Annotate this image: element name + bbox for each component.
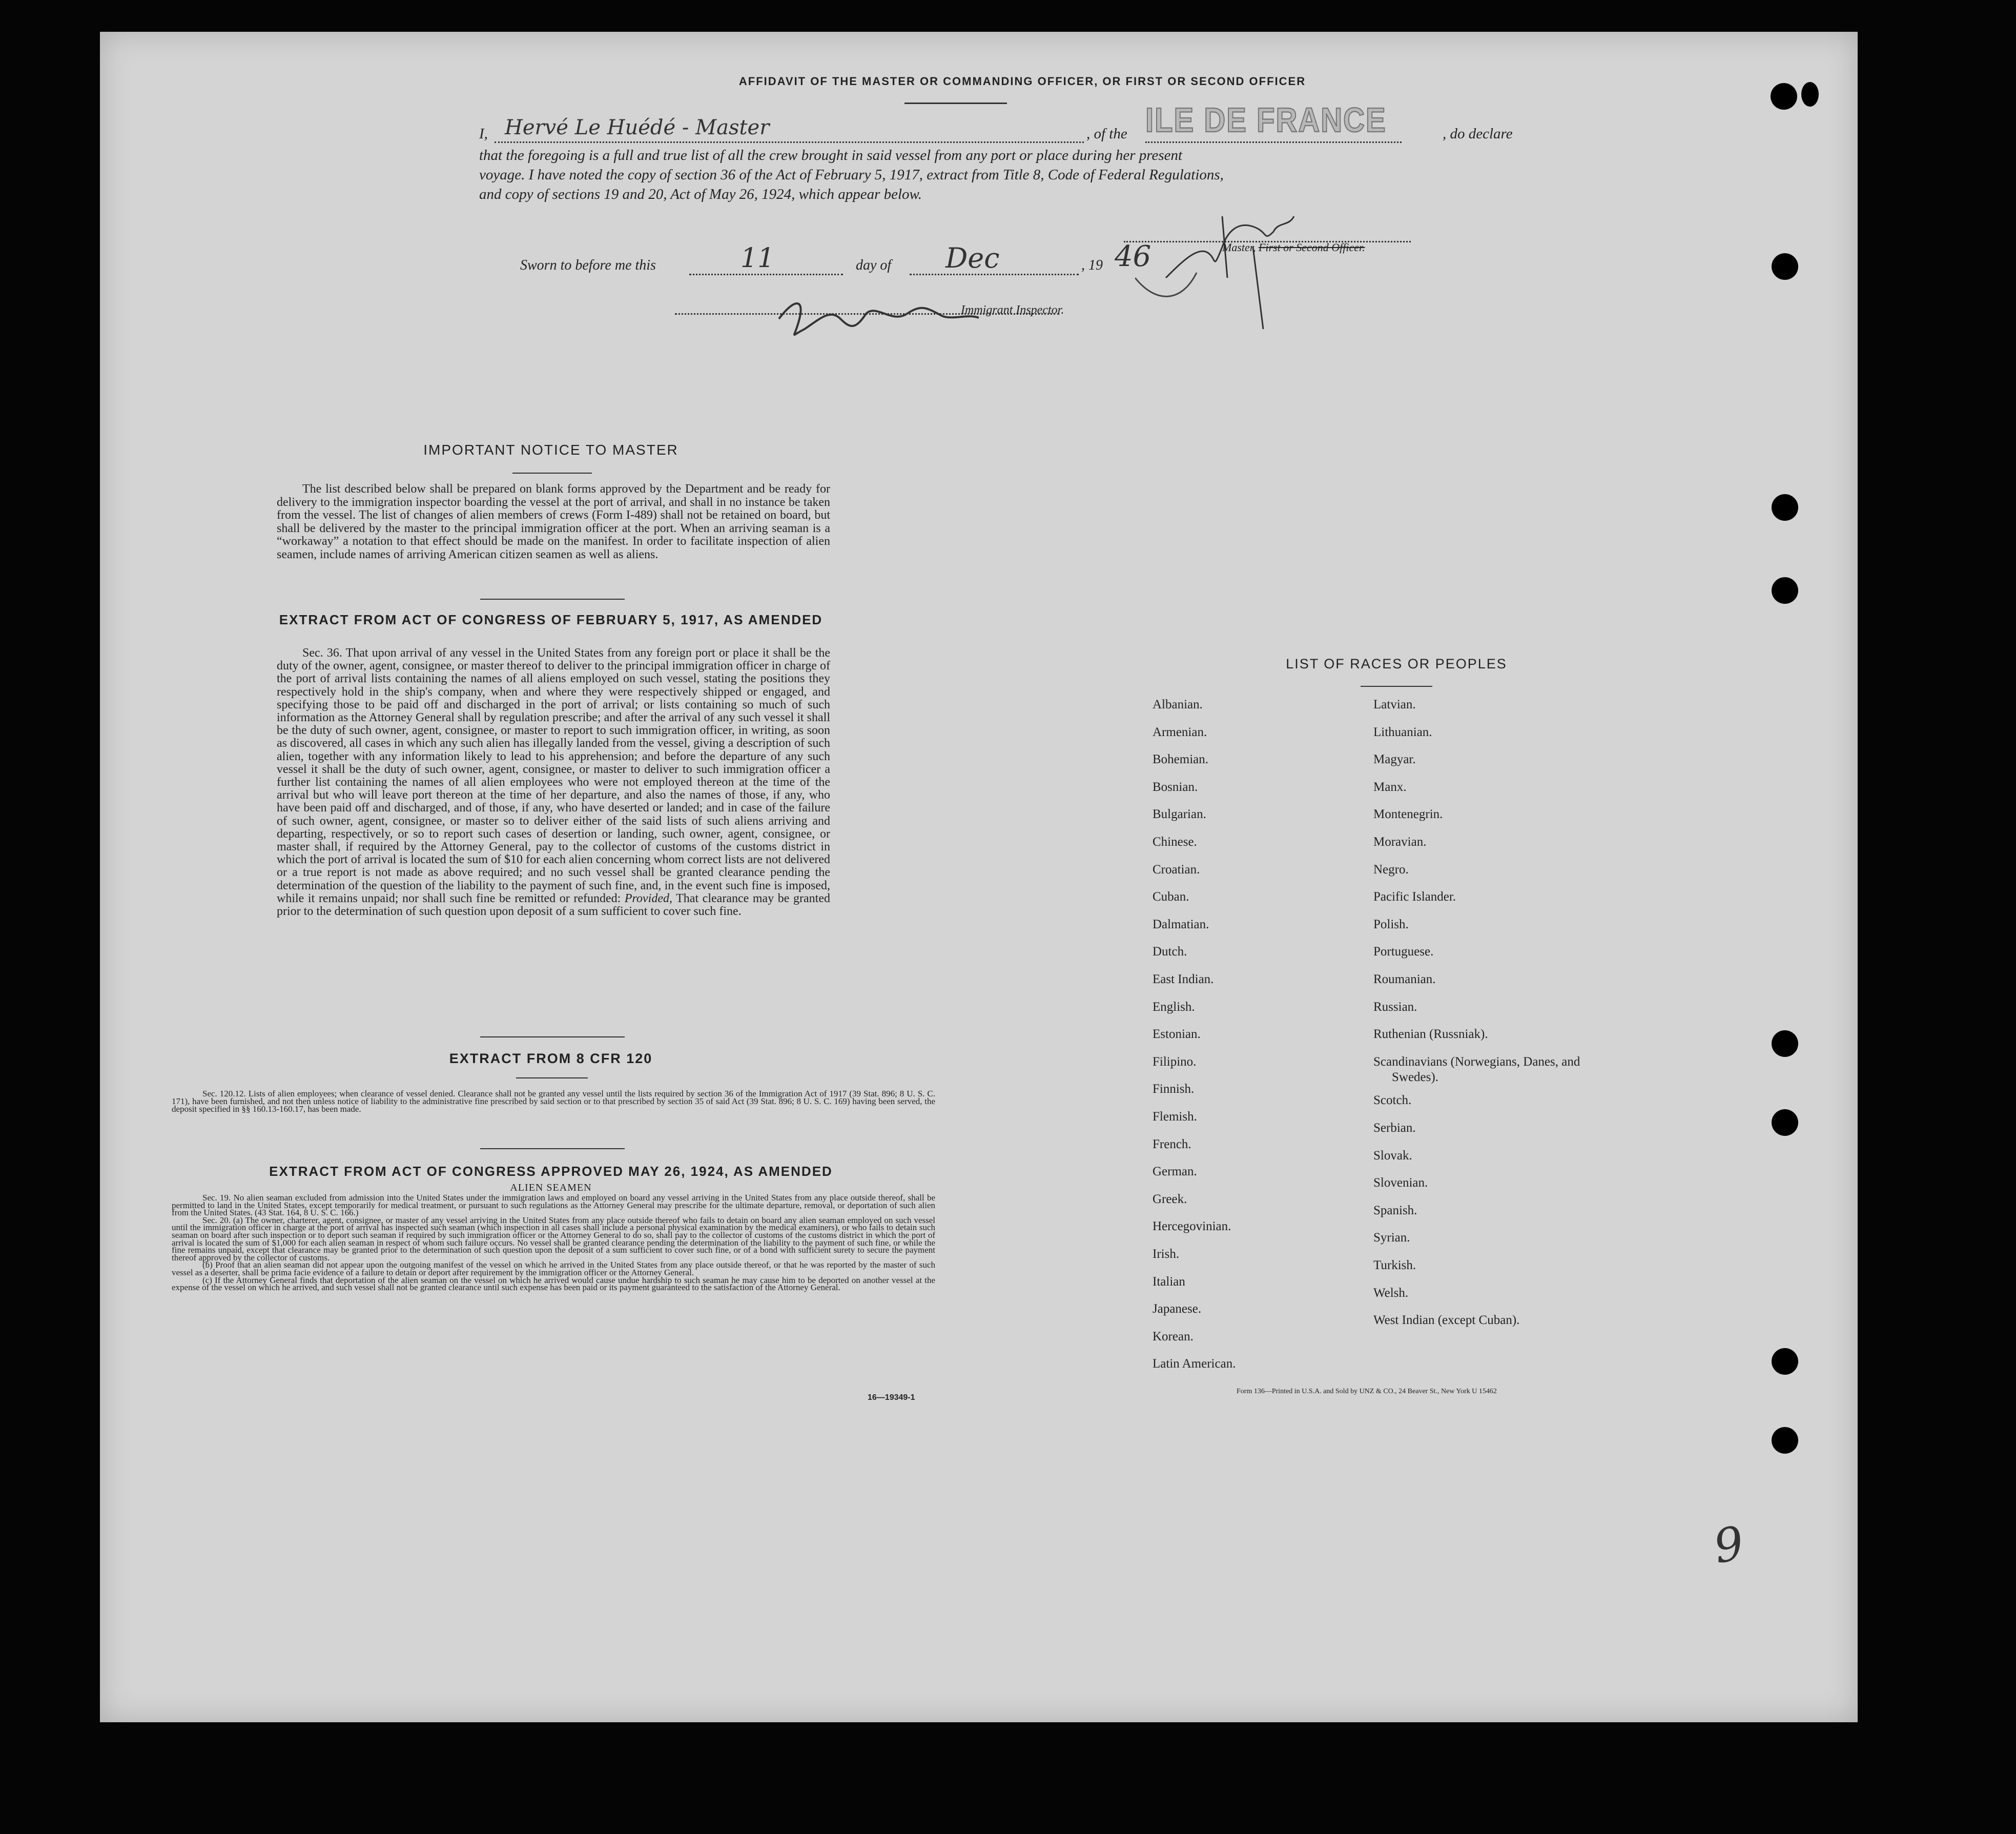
sec-20c-text: (c) If the Attorney General finds that deportation of the alien seaman on the vessel on which he arrived would cause undue hardship to such seaman he may cause him to be deported on another vessel at the expense of the vessel on which he arrived, and such vessel shall not be granted clearance until such expense has been paid or its payment guaranteed to the satisfaction of the Attorney General. (172, 1275, 935, 1293)
race-item: Bulgarian. (1153, 807, 1206, 822)
race-item: Moravian. (1373, 835, 1427, 849)
sec-20a-text: Sec. 20. (a) The owner, charterer, agent, consignee, or master of any vessel arriving in the United States from any place outside thereof who fails to detain on board any alien seaman employed on such vessel until the immigration officer in charge at the port of arrival has inspected such seaman (which inspection in all cases shall include a personal physical examination by the medical examiners), or who fails to detain such seaman on board after such inspection or to deport such seaman if required by such immigration officer or the Attorney General to do so, shall pay to the collector of customs of the customs district in which the port of arrival is located the sum of $1,000 for each alien seaman in respect of whom such failure occurs. No vessel shall be granted clearance pending the determination of the liability to the payment of such fine, or while the fine remains unpaid, except that clearance may be granted prior to the determination of such question upon the deposit of a sum sufficient to cover such fine, or of a bond with sufficient surety to secure the payment thereof approved by the collector of customs. (172, 1215, 935, 1262)
race-item: Croatian. (1153, 862, 1200, 877)
race-item: French. (1153, 1137, 1191, 1151)
master-label-master: Master, (1222, 241, 1256, 254)
affidavit-line-3: voyage. I have noted the copy of section 36 of the Act of February 5, 1917, extract from Title 8, Code of Federal Regulations, (479, 167, 1224, 183)
race-item: Serbian. (1373, 1121, 1416, 1135)
race-item: Pacific Islander. (1373, 890, 1456, 904)
notice-rule (512, 473, 592, 474)
race-item: Syrian. (1373, 1231, 1410, 1245)
punch-hole (1801, 82, 1819, 107)
race-item: Cuban. (1153, 890, 1189, 904)
race-item: Estonian. (1153, 1027, 1201, 1042)
vessel-name-stamp: ILE DE FRANCE (1145, 101, 1387, 139)
extract-1917-body (277, 647, 830, 918)
affidavit-line-4: and copy of sections 19 and 20, Act of May 26, 1924, which appear below. (479, 186, 922, 202)
of-the-label: , of the (1086, 126, 1127, 142)
extract-1924-heading: EXTRACT FROM ACT OF CONGRESS APPROVED MAY 26, 1924, AS AMENDED (269, 1164, 833, 1179)
race-item: Hercegovinian. (1153, 1219, 1231, 1234)
punch-hole (1772, 1109, 1798, 1136)
race-item: Latin American. (1153, 1357, 1236, 1371)
day-line (689, 274, 843, 275)
notice-body: The list described below shall be prepared on blank forms approved by the Department and be ready for delivery to the immigration inspector boarding the vessel at the port of arrival, and shall in no instance be taken from the vessel. The list of changes of alien members of crews (Form I-489) shall not be retained on board, but shall be delivered by the master to the principal immigration officer at the port. When an arriving seaman is a “workaway” a notation to that effect should be made on the manifest. In order to facilitate inspection of alien seamen, include names of arriving American citizen seamen as well as aliens. (277, 482, 830, 561)
race-item: Irish. (1153, 1247, 1180, 1261)
race-item: Chinese. (1153, 835, 1197, 849)
race-item: Magyar. (1373, 752, 1416, 767)
sec-36-text: That upon arrival of any vessel in the United States from any foreign port or place it shall be the duty of the owner, agent, consignee, or master thereof to deliver to the principal immigration officer in charge of the port of arrival lists containing the names of all aliens employed on such vessel, stating the positions they respectively hold in the ship's company, when and where they were respectively shipped or engaged, and specifying those to be paid off and discharged in the port of arrival; or lists containing so much of such information as the Attorney General shall by regulation prescribe; and after the arrival of any such vessel it shall be the duty of such owner, agent, consignee, or master to report to such immigration officer, in writing, as soon as discovered, all cases in which any such alien has illegally landed from the vessel, giving a description of such alien, together with any information likely to lead to his apprehension; and before the departure of any such vessel it shall be the duty of such owner, agent, consignee, or master to deliver to such immigration officer a further list containing the names of all alien employees who were not employed thereon at the time of the arrival but who will leave port thereon at the time of her departure, and also the names of those, if any, who have been paid off and discharged, and of those, if any, who have deserted or landed; and in case of the failure of such owner, agent, consignee, or master so to deliver either of the said lists of such aliens arriving and departing, respectively, or so to report such cases of desertion or landing, such owner, agent, consignee, or master shall, if required by the Attorney General, pay to the collector of customs of the customs district in which the port of arrival is located the sum of $10 for each alien concerning whom correct lists are not delivered or a true report is not made as above required; and no such vessel shall be granted clearance pending the determination of the question of the liability to the payment of such fine, and, in the event such fine is imposed, while it remains unpaid; nor shall such fine be remitted or refunded: (277, 646, 831, 905)
year-handwriting: 46 (1115, 240, 1151, 273)
alien-seamen-subheading: ALIEN SEAMEN (510, 1182, 592, 1193)
sec-20b-text: (b) Proof that an alien seaman did not appear upon the outgoing manifest of the vessel on which he arrived in the United States from any place outside thereof, or that he was reported by the master of such vessel as a deserter, shall be prima facie evidence of a failure to detain or deport after requirement by the immigration officer or the Attorney General. (172, 1260, 935, 1277)
race-item: Dutch. (1153, 945, 1187, 959)
sec-36-label: Sec. 36. (302, 646, 342, 660)
day-of-label: day of (856, 257, 892, 273)
race-item: Scotch. (1373, 1093, 1412, 1108)
race-item: Manx. (1373, 780, 1407, 794)
month-handwriting: Dec (945, 242, 1000, 274)
race-item: Scandinavians (Norwegians, Danes, and Swedes). (1373, 1054, 1580, 1084)
do-declare-label: , do declare (1443, 126, 1513, 142)
race-item: Finnish. (1153, 1082, 1195, 1096)
extract-1924-body (172, 1194, 935, 1292)
sec-36-end: That clearance may be granted prior to the determination of such question upon deposit of a sum sufficient to cover such fine. (277, 891, 830, 919)
race-item: Albanian. (1153, 698, 1203, 711)
race-item: Korean. (1153, 1329, 1194, 1343)
i-label: I, (479, 126, 488, 142)
race-item: Welsh. (1373, 1286, 1409, 1300)
extract-1917-heading: EXTRACT FROM ACT OF CONGRESS OF FEBRUARY 5, 1917, AS AMENDED (279, 612, 823, 627)
race-item: Montenegrin. (1373, 807, 1443, 822)
punch-hole (1772, 494, 1798, 521)
race-item: Bohemian. (1153, 752, 1209, 767)
form-footer: Form 136—Printed in U.S.A. and Sold by UNZ & CO., 24 Beaver St., New York U 15462 (1237, 1388, 1497, 1395)
punch-hole (1772, 1348, 1798, 1375)
race-item: East Indian. (1153, 972, 1214, 986)
inspector-signature (774, 288, 989, 339)
race-item: Portuguese. (1373, 945, 1434, 959)
race-item: Italian (1153, 1274, 1185, 1289)
race-item: Latvian. (1373, 698, 1416, 711)
race-item: Ruthenian (Russniak). (1373, 1027, 1488, 1042)
provided-word: Provided, (624, 891, 672, 905)
races-rule (1361, 686, 1432, 687)
race-item: Greek. (1153, 1192, 1187, 1206)
race-item: Dalmatian. (1153, 917, 1209, 931)
punch-hole (1772, 253, 1798, 280)
affidavit-heading: AFFIDAVIT OF THE MASTER OR COMMANDING OFFICER, OR FIRST OR SECOND OFFICER (738, 75, 1306, 88)
inspector-label: Immigrant Inspector. (961, 303, 1064, 317)
sec-19-text: Sec. 19. No alien seaman excluded from admission into the United States under the immigration laws and employed on board any vessel arriving in the United States from any place outside thereof, shall be permitted to land in the United States, except temporarily for medical treatment, or pursuant to such regulations as the Attorney General may prescribe for the ultimate departure, removal, or deportation of such alien from the United States. (43 Stat. 164, 8 U. S. C. 166.) (172, 1193, 935, 1218)
divider (480, 1148, 625, 1149)
form-code: 16—19349-1 (868, 1393, 915, 1402)
name-line (495, 141, 1084, 143)
document-page (100, 32, 1858, 1722)
race-item: Polish. (1373, 917, 1409, 931)
corner-handwritten-mark: 9 (1710, 1516, 1748, 1575)
race-item: Armenian. (1153, 725, 1207, 739)
race-item: German. (1153, 1165, 1197, 1179)
races-heading: LIST OF RACES OR PEOPLES (1286, 656, 1507, 671)
master-label-officer: First or Second Officer. (1258, 241, 1365, 254)
race-item: Flemish. (1153, 1110, 1197, 1124)
race-item: Slovak. (1373, 1148, 1412, 1163)
affidavit-text (479, 101, 1545, 204)
race-item: English. (1153, 1000, 1195, 1014)
punch-hole (1772, 1030, 1798, 1057)
race-item: West Indian (except Cuban). (1373, 1313, 1520, 1328)
race-item: Roumanian. (1373, 972, 1436, 986)
affidavit-line-2: that the foregoing is a full and true list of all the crew brought in said vessel from any port or place during her present (479, 147, 1183, 164)
punch-hole (1771, 83, 1797, 110)
sworn-label: Sworn to before me this (520, 257, 656, 273)
race-item: Japanese. (1153, 1302, 1202, 1316)
race-item: Turkish. (1373, 1258, 1416, 1272)
race-item: Lithuanian. (1373, 725, 1432, 739)
cfr-heading: EXTRACT FROM 8 CFR 120 (449, 1051, 653, 1066)
cfr-rule (516, 1077, 588, 1078)
race-item: Slovenian. (1373, 1176, 1428, 1190)
master-name-handwriting: Hervé Le Huédé - Master (505, 116, 770, 139)
day-handwriting: 11 (740, 243, 775, 274)
race-item: Negro. (1373, 862, 1409, 877)
cfr-body: Sec. 120.12. Lists of alien employees; when clearance of vessel denied. Clearance shall not be granted any vessel until the lists required by section 36 of the Immigration Act of 1917 (39 Stat. 896; 8 U. S. C. 171), have been furnished, and not then unless notice of liability to the administrative fine prescribed by said section or to that prescribed by section 35 of said Act (39 Stat. 896; 8 U. S. C. 169) having been served, the deposit specified in §§ 160.13-160.17, has been made. (172, 1089, 935, 1114)
master-label (1222, 241, 1365, 254)
notice-heading: IMPORTANT NOTICE TO MASTER (423, 442, 678, 458)
punch-hole (1772, 577, 1798, 604)
divider (480, 1036, 625, 1037)
race-item: Spanish. (1373, 1203, 1417, 1217)
master-signature (1135, 201, 1309, 334)
race-item: Bosnian. (1153, 780, 1198, 794)
vessel-line (1145, 141, 1402, 143)
race-item: Filipino. (1153, 1054, 1197, 1069)
punch-hole (1772, 1427, 1798, 1454)
year-prefix: , 19 (1081, 257, 1103, 273)
divider (480, 599, 625, 600)
race-item: Russian. (1373, 1000, 1417, 1014)
heading-rule (904, 103, 1007, 104)
